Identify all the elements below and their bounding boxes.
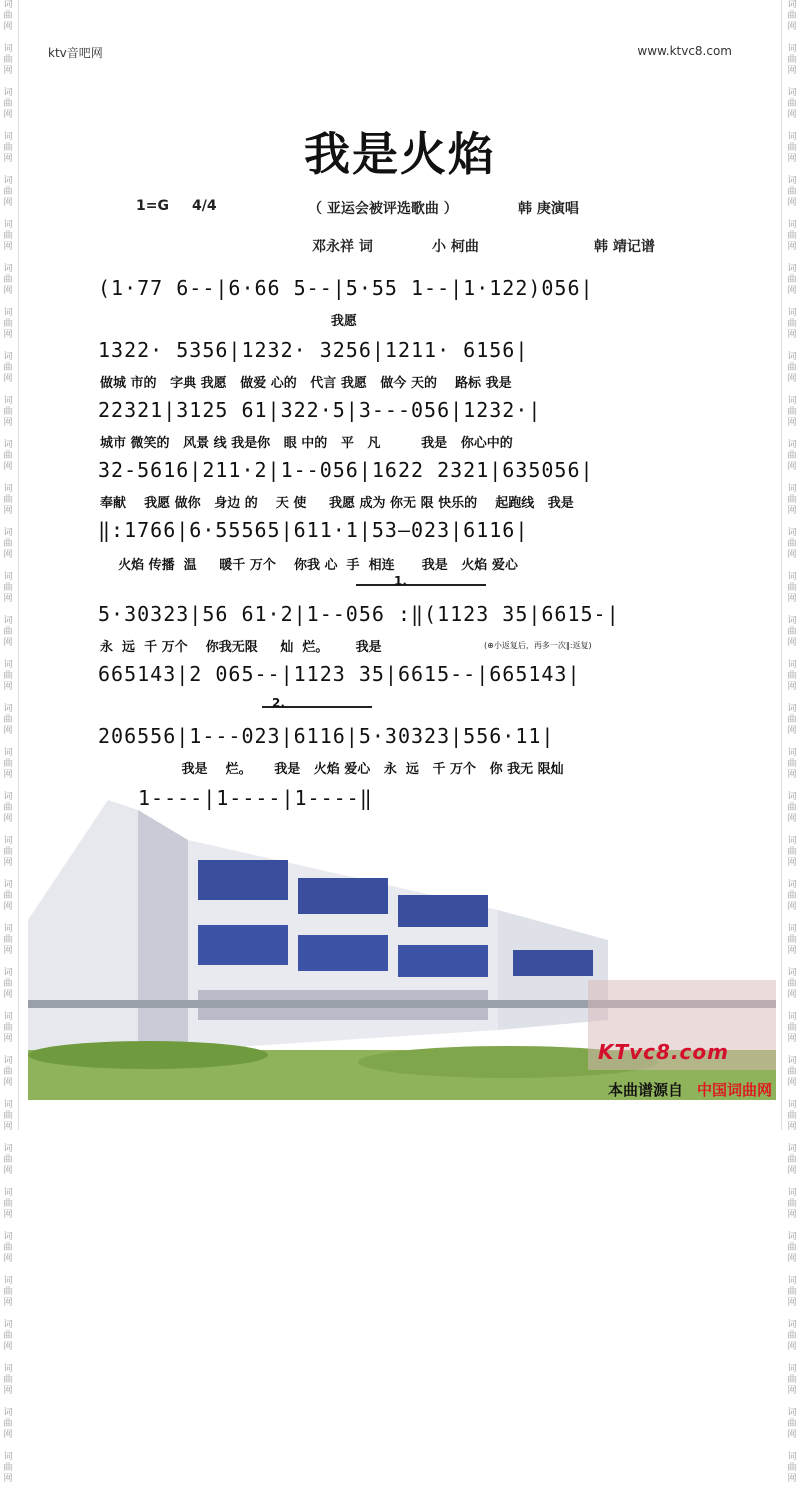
window-row-1b xyxy=(298,878,388,914)
window-row-2b xyxy=(298,935,388,971)
watermark-column-right: 词 曲 网 词 曲 网 词 曲 网 词 曲 网 词 曲 网 词 曲 网 词 曲 网 词 曲 网 词 曲 网 词 曲 网 词 曲 网 词 曲 网 词 曲 网 词 曲 网 词 曲 网 词 曲 网 词 曲 网 词 曲 网 词 曲 网 词 曲 网 词 曲 网 词 曲 网 词 曲 网 词 曲 网 词 曲 网 词 曲 网 词 曲 网 词 曲 网 词 曲 网 词 曲 网 词 曲 网 词 曲 网 词 曲 网 词 曲 网 xyxy=(787,0,797,1484)
score-notes-line-5: ‖:1766|6·55565|611·1|53–023|6116| xyxy=(98,518,529,542)
window-row-2c xyxy=(398,945,488,977)
composer-credit: 小 柯曲 xyxy=(432,239,479,255)
score-notes-line-9: 1----|1----|1----‖ xyxy=(138,786,373,810)
volta-1-label: 1. xyxy=(394,574,407,588)
right-wing-windows xyxy=(513,950,593,976)
repeat-instruction: (⊕小返复后，再多一次‖:返复) xyxy=(484,641,592,650)
song-subtitle: （ 亚运会被评选歌曲 ） xyxy=(308,201,458,217)
volta-1-bracket xyxy=(356,584,486,586)
key-signature: 1=G xyxy=(136,198,169,214)
source-site-link[interactable]: 中国词曲网 xyxy=(696,1081,772,1099)
score-lyrics-line-1: 我愿 xyxy=(100,314,357,329)
score-notes-line-4: 32-5616|211·2|1--056|1622 2321|635056| xyxy=(98,458,594,482)
score-lyrics-line-8: 我是 烂。 我是 火焰 爱心 永 远 千 万个 你 我无 限灿 xyxy=(100,762,564,777)
ktvc8-logo: KTvc8.com xyxy=(598,1040,729,1064)
tower-side xyxy=(138,810,188,1050)
score-notes-line-6: 5·30323|56 61·2|1--056 :‖(1123 35|6615-| xyxy=(98,602,620,626)
score-notes-line-8: 206556|1---023|6116|5·30323|556·11| xyxy=(98,724,555,748)
window-row-1 xyxy=(198,860,288,900)
volta-2-label: 2. xyxy=(272,696,285,710)
source-label: 本曲谱源自 xyxy=(607,1081,683,1099)
score-lyrics-line-3: 城市 微笑的 风景 线 我是你 眼 中的 平 凡 我是 你心中的 xyxy=(100,436,513,451)
score-lyrics-line-4: 奉献 我愿 做你 身边 的 天 使 我愿 成为 你无 限 快乐的 起跑线 我是 xyxy=(100,496,574,511)
performer: 韩 庚演唱 xyxy=(518,201,579,217)
notation-credit: 韩 靖记谱 xyxy=(594,239,655,255)
score-notes-line-7: 665143|2 065--|1123 35|6615--|665143| xyxy=(98,662,581,686)
score-notes-line-1: (1·77 6--|6·66 5--|5·55 1--|1·122)056| xyxy=(98,276,594,300)
song-title: 我是火焰 xyxy=(304,127,496,181)
window-row-1c xyxy=(398,895,488,927)
header-site-name: ktv音吧网 xyxy=(48,46,103,60)
window-row-2 xyxy=(198,925,288,965)
score-lyrics-line-6: 永 远 千 万个 你我无限 灿 烂。 我是 xyxy=(100,640,382,655)
left-tower xyxy=(28,800,138,1050)
time-signature: 4/4 xyxy=(192,198,217,214)
score-notes-line-2: 1322· 5356|1232· 3256|1211· 6156| xyxy=(98,338,529,362)
score-notes-line-3: 22321|3125 61|322·5|3---056|1232·| xyxy=(98,398,542,422)
score-lyrics-line-5: 火焰 传播 温 暖千 万个 你我 心 手 相连 我是 火焰 爱心 xyxy=(100,558,518,573)
lyricist-credit: 邓永祥 词 xyxy=(312,239,373,255)
header-site-url: www.ktvc8.com xyxy=(637,44,732,58)
score-lyrics-line-2: 做城 市的 字典 我愿 做爱 心的 代言 我愿 做今 天的 路标 我是 xyxy=(100,376,512,391)
source-footer xyxy=(608,1079,772,1100)
shrubs-left xyxy=(28,1041,268,1069)
watermark-column-left: 词 曲 网 词 曲 网 词 曲 网 词 曲 网 词 曲 网 词 曲 网 词 曲 网 词 曲 网 词 曲 网 词 曲 网 词 曲 网 词 曲 网 词 曲 网 词 曲 网 词 曲 网 词 曲 网 词 曲 网 词 曲 网 词 曲 网 词 曲 网 词 曲 网 词 曲 网 词 曲 网 词 曲 网 词 曲 网 词 曲 网 词 曲 网 词 曲 网 词 曲 网 词 曲 网 词 曲 网 词 曲 网 词 曲 网 词 曲 网 xyxy=(3,0,13,1484)
